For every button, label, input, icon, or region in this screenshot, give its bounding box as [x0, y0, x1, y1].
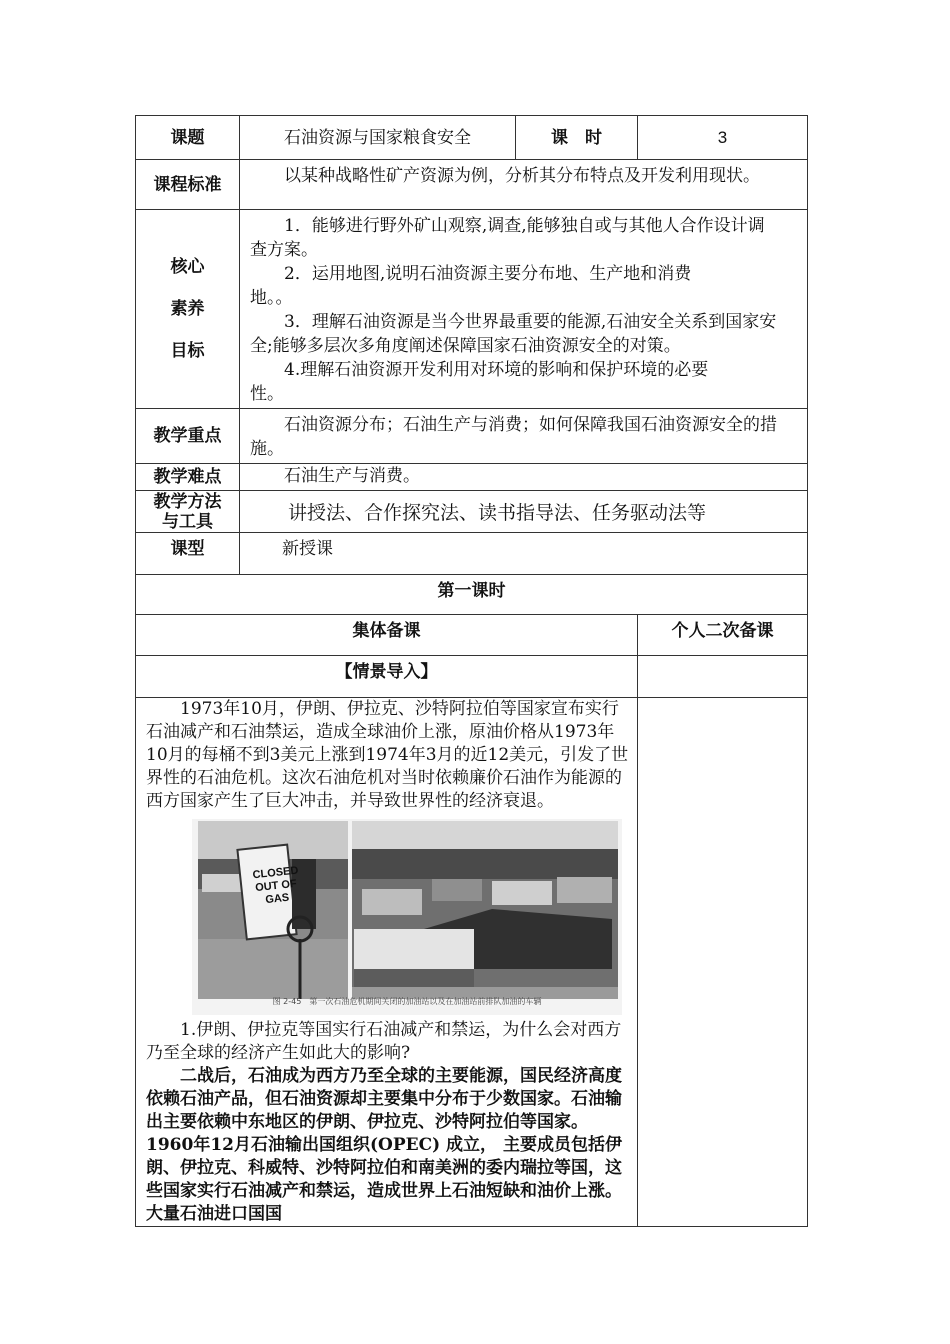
intro-paragraph: 1973年10月，伊朗、伊拉克、沙特阿拉伯等国家宣布实行石油减产和石油禁运，造成全球油价上涨，原油价格从1973年10月的每桶不到3美元上涨到1974年3月的近12美元，引发了世界性的石油危机。这次石油危机对当时依赖廉价石油作为能源的西方国家产生了巨大冲击，并导致世界性的经济衰退。 — [146, 699, 629, 811]
lesson-type-label: 课型 — [136, 533, 240, 575]
intro-personal-cell — [638, 656, 808, 698]
standard-text: 以某种战略性矿产资源为例，分析其分布特点及开发利用现状。 — [284, 166, 760, 186]
core-label — [136, 210, 240, 409]
core-item-2: 2．运用地图,说明石油资源主要分布地、生产地和消费地。。 — [250, 264, 692, 308]
difficulty-text: 石油生产与消费。 — [284, 466, 420, 486]
core-item-3: 3．理解石油资源是当今世界最重要的能源,石油安全关系到国家安全;能够多层次多角度阐述保障国家石油资源安全的对策。 — [250, 312, 777, 356]
lesson-type-cell — [240, 533, 808, 575]
topic-label: 课题 — [136, 116, 240, 160]
core-label-line2: 素养 — [170, 299, 205, 319]
intro-heading: 【情景导入】 — [136, 656, 638, 698]
answer-1: 二战后，石油成为西方乃至全球的主要能源，国民经济高度依赖石油产品，但石油资源却主要集中分布于少数国家。石油输出主要依赖中东地区的伊朗、伊拉克、沙特阿拉伯等国家。1960年12月石油输出国组织(OPEC) 成立， 主要成员包括伊朗、伊拉克、科威特、沙特阿拉伯和南美洲的委内瑞拉等国，这些国家实行石油减产和禁运，造成世界上石油短缺和油价上涨。大量石油进口国国 — [146, 1066, 622, 1224]
standard-cell — [240, 160, 808, 210]
photo-sign-line1: CLOSED — [252, 864, 299, 882]
key-points-label: 教学重点 — [136, 409, 240, 464]
methods-label-line2: 与工具 — [162, 511, 213, 532]
hours-label: 课 时 — [516, 116, 638, 160]
question-1: 1.伊朗、伊拉克等国实行石油减产和禁运，为什么会对西方乃至全球的经济产生如此大的影响? — [146, 1020, 622, 1063]
core-label-line3: 目标 — [170, 341, 205, 361]
methods-label — [136, 491, 240, 533]
content-cell — [136, 698, 638, 1227]
lesson-plan-table — [135, 115, 808, 1227]
photo-sign-line2: OUT OF — [254, 877, 298, 895]
topic-value: 石油资源与国家粮食安全 — [240, 116, 516, 160]
collective-header: 集体备课 — [136, 615, 638, 656]
core-item-4: 4.理解石油资源开发利用对环境的影响和保护环境的必要性。 — [250, 360, 709, 404]
key-points-text: 石油资源分布；石油生产与消费；如何保障我国石油资源安全的措施。 — [250, 415, 777, 459]
standard-label: 课程标准 — [136, 160, 240, 210]
core-item-1: 1．能够进行野外矿山观察,调查,能够独自或与其他人合作设计调查方案。 — [250, 216, 765, 260]
methods-text: 讲授法、合作探究法、读书指导法、任务驱动法等 — [288, 501, 707, 524]
content-personal-cell — [638, 698, 808, 1227]
personal-header: 个人二次备课 — [638, 615, 808, 656]
oil-crisis-photo — [192, 819, 622, 1015]
difficulty-label: 教学难点 — [136, 464, 240, 491]
core-cell — [240, 210, 808, 409]
oil-crisis-photo-svg — [192, 819, 622, 1015]
methods-cell — [240, 491, 808, 533]
key-points-cell — [240, 409, 808, 464]
methods-label-line1: 教学方法 — [153, 491, 222, 512]
photo-caption: 图 2-45 第一次石油危机期间关闭的加油站以及在加油站前排队加油的车辆 — [272, 997, 542, 1006]
photo-sign-line3: GAS — [264, 891, 290, 907]
period-title: 第一课时 — [136, 575, 808, 615]
difficulty-cell — [240, 464, 808, 491]
core-label-line1: 核心 — [170, 257, 205, 277]
hours-value: 3 — [638, 116, 808, 160]
lesson-type-text: 新授课 — [282, 539, 333, 559]
